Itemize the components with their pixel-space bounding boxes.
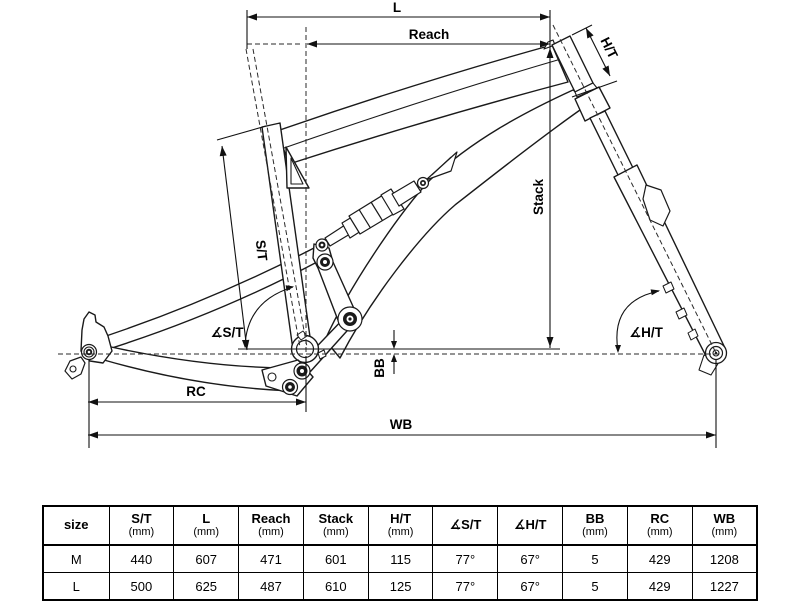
table-cell: 125 (368, 573, 433, 601)
table-cell: 67° (498, 573, 563, 601)
column-header-rc: RC (mm) (627, 506, 692, 545)
head-angle-arc (617, 291, 659, 351)
label-top-tube-length: L (392, 0, 402, 15)
label-seat-angle: ∡S/T (210, 325, 244, 340)
label-bb-drop: BB (372, 358, 387, 378)
size-cell: M (43, 545, 109, 573)
size-cell: L (43, 573, 109, 601)
table-cell: 77° (433, 573, 498, 601)
label-head-tube: H/T (597, 34, 621, 62)
table-cell: 1208 (692, 545, 757, 573)
column-header-l: L (mm) (174, 506, 239, 545)
column-header-st: S/T (mm) (109, 506, 174, 545)
table-cell: 115 (368, 545, 433, 573)
table-cell: 471 (239, 545, 304, 573)
table-cell: 5 (563, 573, 628, 601)
column-header-size: size (43, 506, 109, 545)
column-header-ht: H/T (mm) (368, 506, 433, 545)
column-header-seat-angle: ∡S/T (433, 506, 498, 545)
column-header-reach: Reach (mm) (239, 506, 304, 545)
table-cell: 440 (109, 545, 174, 573)
table-cell: 625 (174, 573, 239, 601)
table-cell: 601 (303, 545, 368, 573)
table-cell: 487 (239, 573, 304, 601)
table-row-size-l (43, 573, 757, 601)
bracket-hole (268, 373, 276, 381)
st-extension (217, 126, 266, 140)
column-header-bb: BB (mm) (563, 506, 628, 545)
label-reach: Reach (408, 27, 450, 42)
table-cell: 607 (174, 545, 239, 573)
label-head-angle: ∡H/T (629, 325, 663, 340)
label-wheelbase: WB (389, 417, 413, 432)
table-cell: 610 (303, 573, 368, 601)
table-cell: 429 (627, 545, 692, 573)
column-header-stack: Stack (mm) (303, 506, 368, 545)
dim-st-line (222, 146, 247, 350)
table-cell: 1227 (692, 573, 757, 601)
table-row-size-m (43, 545, 757, 573)
label-seat-tube: S/T (252, 239, 271, 262)
rear-axle-dot (88, 351, 91, 354)
table-cell: 429 (627, 573, 692, 601)
hanger-hole (70, 366, 76, 372)
label-rear-center: RC (186, 384, 206, 399)
label-stack: Stack (531, 178, 546, 216)
table-cell: 67° (498, 545, 563, 573)
table-cell: 5 (563, 545, 628, 573)
table-cell: 77° (433, 545, 498, 573)
geometry-table (42, 505, 758, 601)
header-row (43, 506, 757, 545)
column-header-wb: WB (mm) (692, 506, 757, 545)
table-cell: 500 (109, 573, 174, 601)
column-header-head-angle: ∡H/T (498, 506, 563, 545)
